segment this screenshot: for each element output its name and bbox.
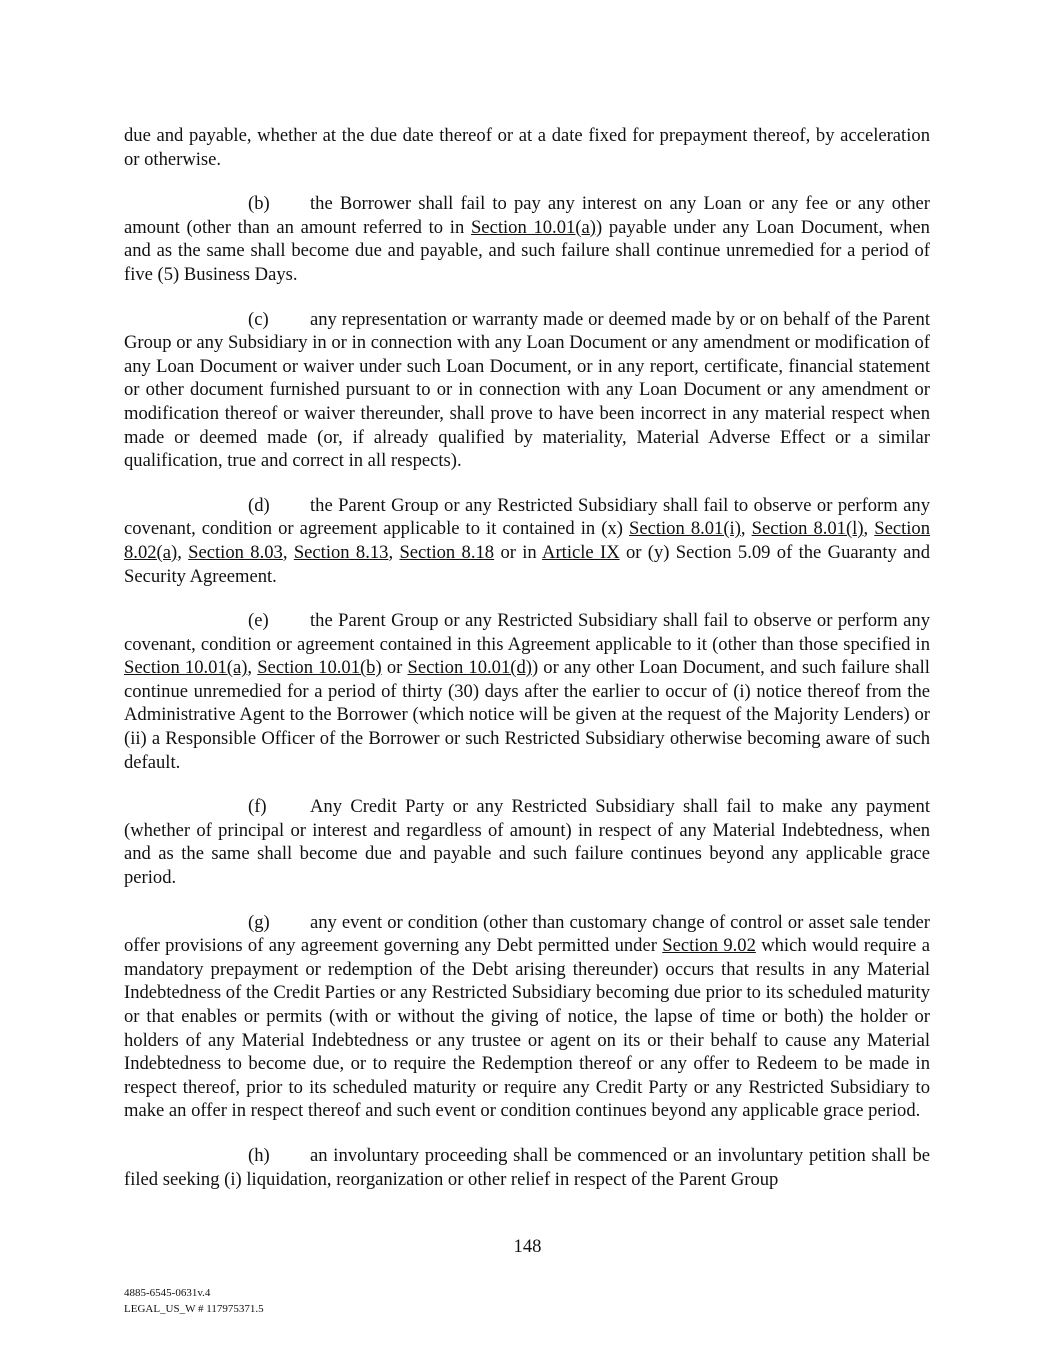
paragraph-text: the Parent Group or any Restricted Subsidiary shall fail to observe or perform any covenant, condition or agreement contained in this Agreement applicable to it (other than those specified in (124, 610, 930, 655)
clause-paragraph (124, 192, 930, 286)
section-reference: Section 8.18 (399, 541, 495, 563)
paragraph-text: Any Credit Party or any Restricted Subsidiary shall fail to make any payment (whether of principal or interest and regardless of amount) in respect of any Material Indebtedness, when and as the same shall become due and payable and such failure continues beyond any applicable grace period. (124, 796, 930, 889)
paragraph-text: or (381, 657, 408, 679)
paragraph-text: any representation or warranty made or deemed made by or on behalf of the Parent Group or any Subsidiary in or in connection with any Loan Document or any amendment or modification of any Loan Document or waiver under such Loan Document, or in any report, certificate, financial statement or other document furnished pursuant to or in connection with any Loan Document or any amendment or modification thereof or waiver thereunder, shall prove to have been incorrect in any material respect when made or deemed made (or, if already qualified by materiality, Material Adverse Effect or a similar qualification, true and correct in all respects). (124, 308, 930, 472)
paragraph-text: any event or condition (other than customary change of control or asset sale tender offer provisions of any agreement governing any Debt permitted under (124, 911, 930, 957)
paragraph-text: , (863, 518, 875, 540)
paragraph-text: the Borrower shall fail to pay any interest on any Loan or any fee or any other amount (other than an amount referred to in (124, 193, 930, 238)
paragraph-text: due and payable, whether at the due date thereof or at a date fixed for prepayment thereof, by acceleration or otherwise. (124, 125, 930, 170)
footer-doc-id: 4885-6545-0631v.4 (124, 1287, 211, 1299)
paragraph-text: , (282, 541, 294, 563)
section-reference: Article IX (542, 541, 620, 563)
clause-label: (h) (248, 1144, 270, 1166)
paragraph-text: the Parent Group or any Restricted Subsidiary shall fail to observe or perform any covenant, condition or agreement applicable to it contained in (x) (124, 494, 930, 540)
section-reference: Section 10.01(b) (257, 657, 382, 679)
page-number: 148 (513, 1236, 542, 1257)
clause-label: (d) (248, 494, 270, 516)
paragraph-text: or (y) Section 5.09 of the Guaranty and Security Agreement. (124, 541, 931, 587)
clause-paragraph (124, 609, 930, 774)
footer-legal-id: LEGAL_US_W # 117975371.5 (124, 1303, 264, 1315)
clause-paragraph (124, 308, 930, 473)
paragraph-text: an involuntary proceeding shall be commenced or an involuntary petition shall be filed seeking (i) liquidation, reorganization or other relief in respect of the Parent Group (124, 1144, 930, 1190)
clause-paragraph (124, 494, 930, 588)
paragraph-text: ) payable under any Loan Document, when and as the same shall become due and payable, and such failure shall continue unremedied for a period of five (5) Business Days. (124, 216, 930, 285)
footer (124, 1285, 264, 1317)
paragraph-text: or in (494, 541, 543, 563)
paragraph-text: , (247, 657, 258, 679)
clause-label: (g) (248, 911, 270, 933)
clause-label: (c) (248, 308, 269, 330)
clause-paragraph (124, 1144, 930, 1191)
section-reference: Section 8.02(a) (124, 518, 931, 563)
clause-paragraph (124, 795, 930, 889)
clause-paragraph (124, 911, 930, 1123)
section-reference: Section 8.03 (188, 541, 283, 563)
clause-label: (e) (248, 610, 269, 632)
paragraph-text: , (388, 541, 400, 563)
section-reference: Section 8.01(i) (629, 518, 741, 540)
section-reference: Section 10.01(a) (470, 216, 596, 238)
section-reference: Section 9.02 (662, 935, 756, 957)
clause-label: (f) (248, 796, 267, 818)
section-reference: Section 10.01(a) (124, 657, 248, 679)
section-reference: Section 8.01(l) (751, 518, 864, 540)
paragraph-text: which would require a mandatory prepayment or redemption of the Debt arising thereunder) occurs that results in any Material Indebtedness of the Credit Parties or any Restricted Subsidiary becoming due prior to its scheduled maturity or that enables or permits (with or without the giving of notice, the lapse of time or both) the holder or holders of any Material Indebtedness or any trustee or agent on its or their behalf to cause any Material Indebtedness to become due, or to require the Redemption thereof or any offer to Redeem to be made in respect thereof, prior to its scheduled maturity or require any Credit Party or any Restricted Subsidiary to make an offer in respect thereof and such event or condition continues beyond any applicable grace period. (124, 935, 930, 1122)
section-reference: Section 8.13 (293, 541, 389, 563)
paragraph-text: , (177, 541, 189, 563)
document-body (124, 124, 930, 1212)
paragraph-text: , (740, 518, 752, 540)
continuation-paragraph (124, 124, 930, 171)
section-reference: Section 10.01(d) (407, 657, 532, 679)
clause-label: (b) (248, 193, 270, 215)
paragraph-text: ) or any other Loan Document, and such failure shall continue unremedied for a period of thirty (30) days after the earlier to occur of (i) notice thereof from the Administrative Agent to the Borrower (which notice will be given at the request of the Majority Lenders) or (ii) a Responsible Officer of the Borrower or such Restricted Subsidiary otherwise becoming aware of such default. (124, 657, 930, 773)
